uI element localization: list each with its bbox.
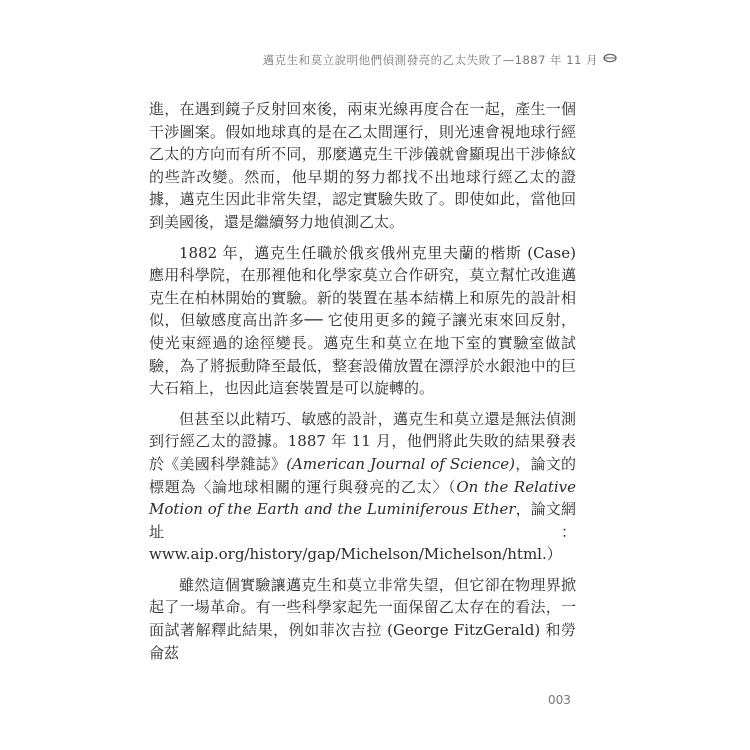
paragraph-4: 雖然這個實驗讓邁克生和莫立非常失望，但它卻在物理界掀起了一場革命。有一些科學家起先一面保留乙太存在的看法，一面試著解釋此結果，例如菲次吉拉 (George FitzGerald) 和勞侖茲 [149,575,576,662]
journal-name-en: (American Journal of Science) [286,454,515,473]
page-number: 003 [548,693,571,707]
paragraph-1: 進，在遇到鏡子反射回來後，兩束光線再度合在一起，產生一個干涉圖案。假如地球真的是在乙太間運行，則光速會視地球行經乙太的方向而有所不同，那麼邁克生干涉儀就會顯現出干涉條紋的些許改變。然而，他早期的努力都找不出地球行經乙太的證據，邁克生因此非常失望，認定實驗失敗了。即使如此，當他回到美國後，還是繼續努力地偵測乙太。 [149,100,576,231]
paragraph-3 [149,408,576,566]
ornament-icon [603,53,617,63]
paragraph-2: 1882 年，邁克生任職於俄亥俄州克里夫蘭的楷斯 (Case) 應用科學院，在那裡他和化學家莫立合作研究，莫立幫忙改進邁克生在柏林開始的實驗。新的裝置在基本結構上和原先的設計相似，但敏感度高出許多── 它使用更多的鏡子讓光束來回反射，使光束經過的途徑變長。邁克生和莫立在地下室的實驗室做試驗，為了將振動降至最低，整套設備放置在漂浮於水銀池中的巨大石箱上，也因此這套裝置是可以旋轉的。 [149,243,576,398]
body-text [149,98,576,672]
paragraph-3-text-b: ，論文的標題為〈論地球相關的運行與發亮的乙太〉（ [149,454,576,496]
running-header: 邁克生和莫立說明他們偵測發亮的乙太失敗了—1887 年 11 月 [262,53,598,67]
paragraph-3-text-c: ，論文網址：www.aip.org/history/gap/Michelson/Michelson/html.） [149,500,576,564]
paragraph-3-text-a: 但甚至以此精巧、敏感的設計，邁克生和莫立還是無法偵測到行經乙太的證據。1887 年 11 月，他們將此失敗的結果發表於《美國科學雜誌》 [149,409,576,473]
paper-title-en: On the Relative Motion of the Earth and the Luminiferous Ether [149,477,576,519]
